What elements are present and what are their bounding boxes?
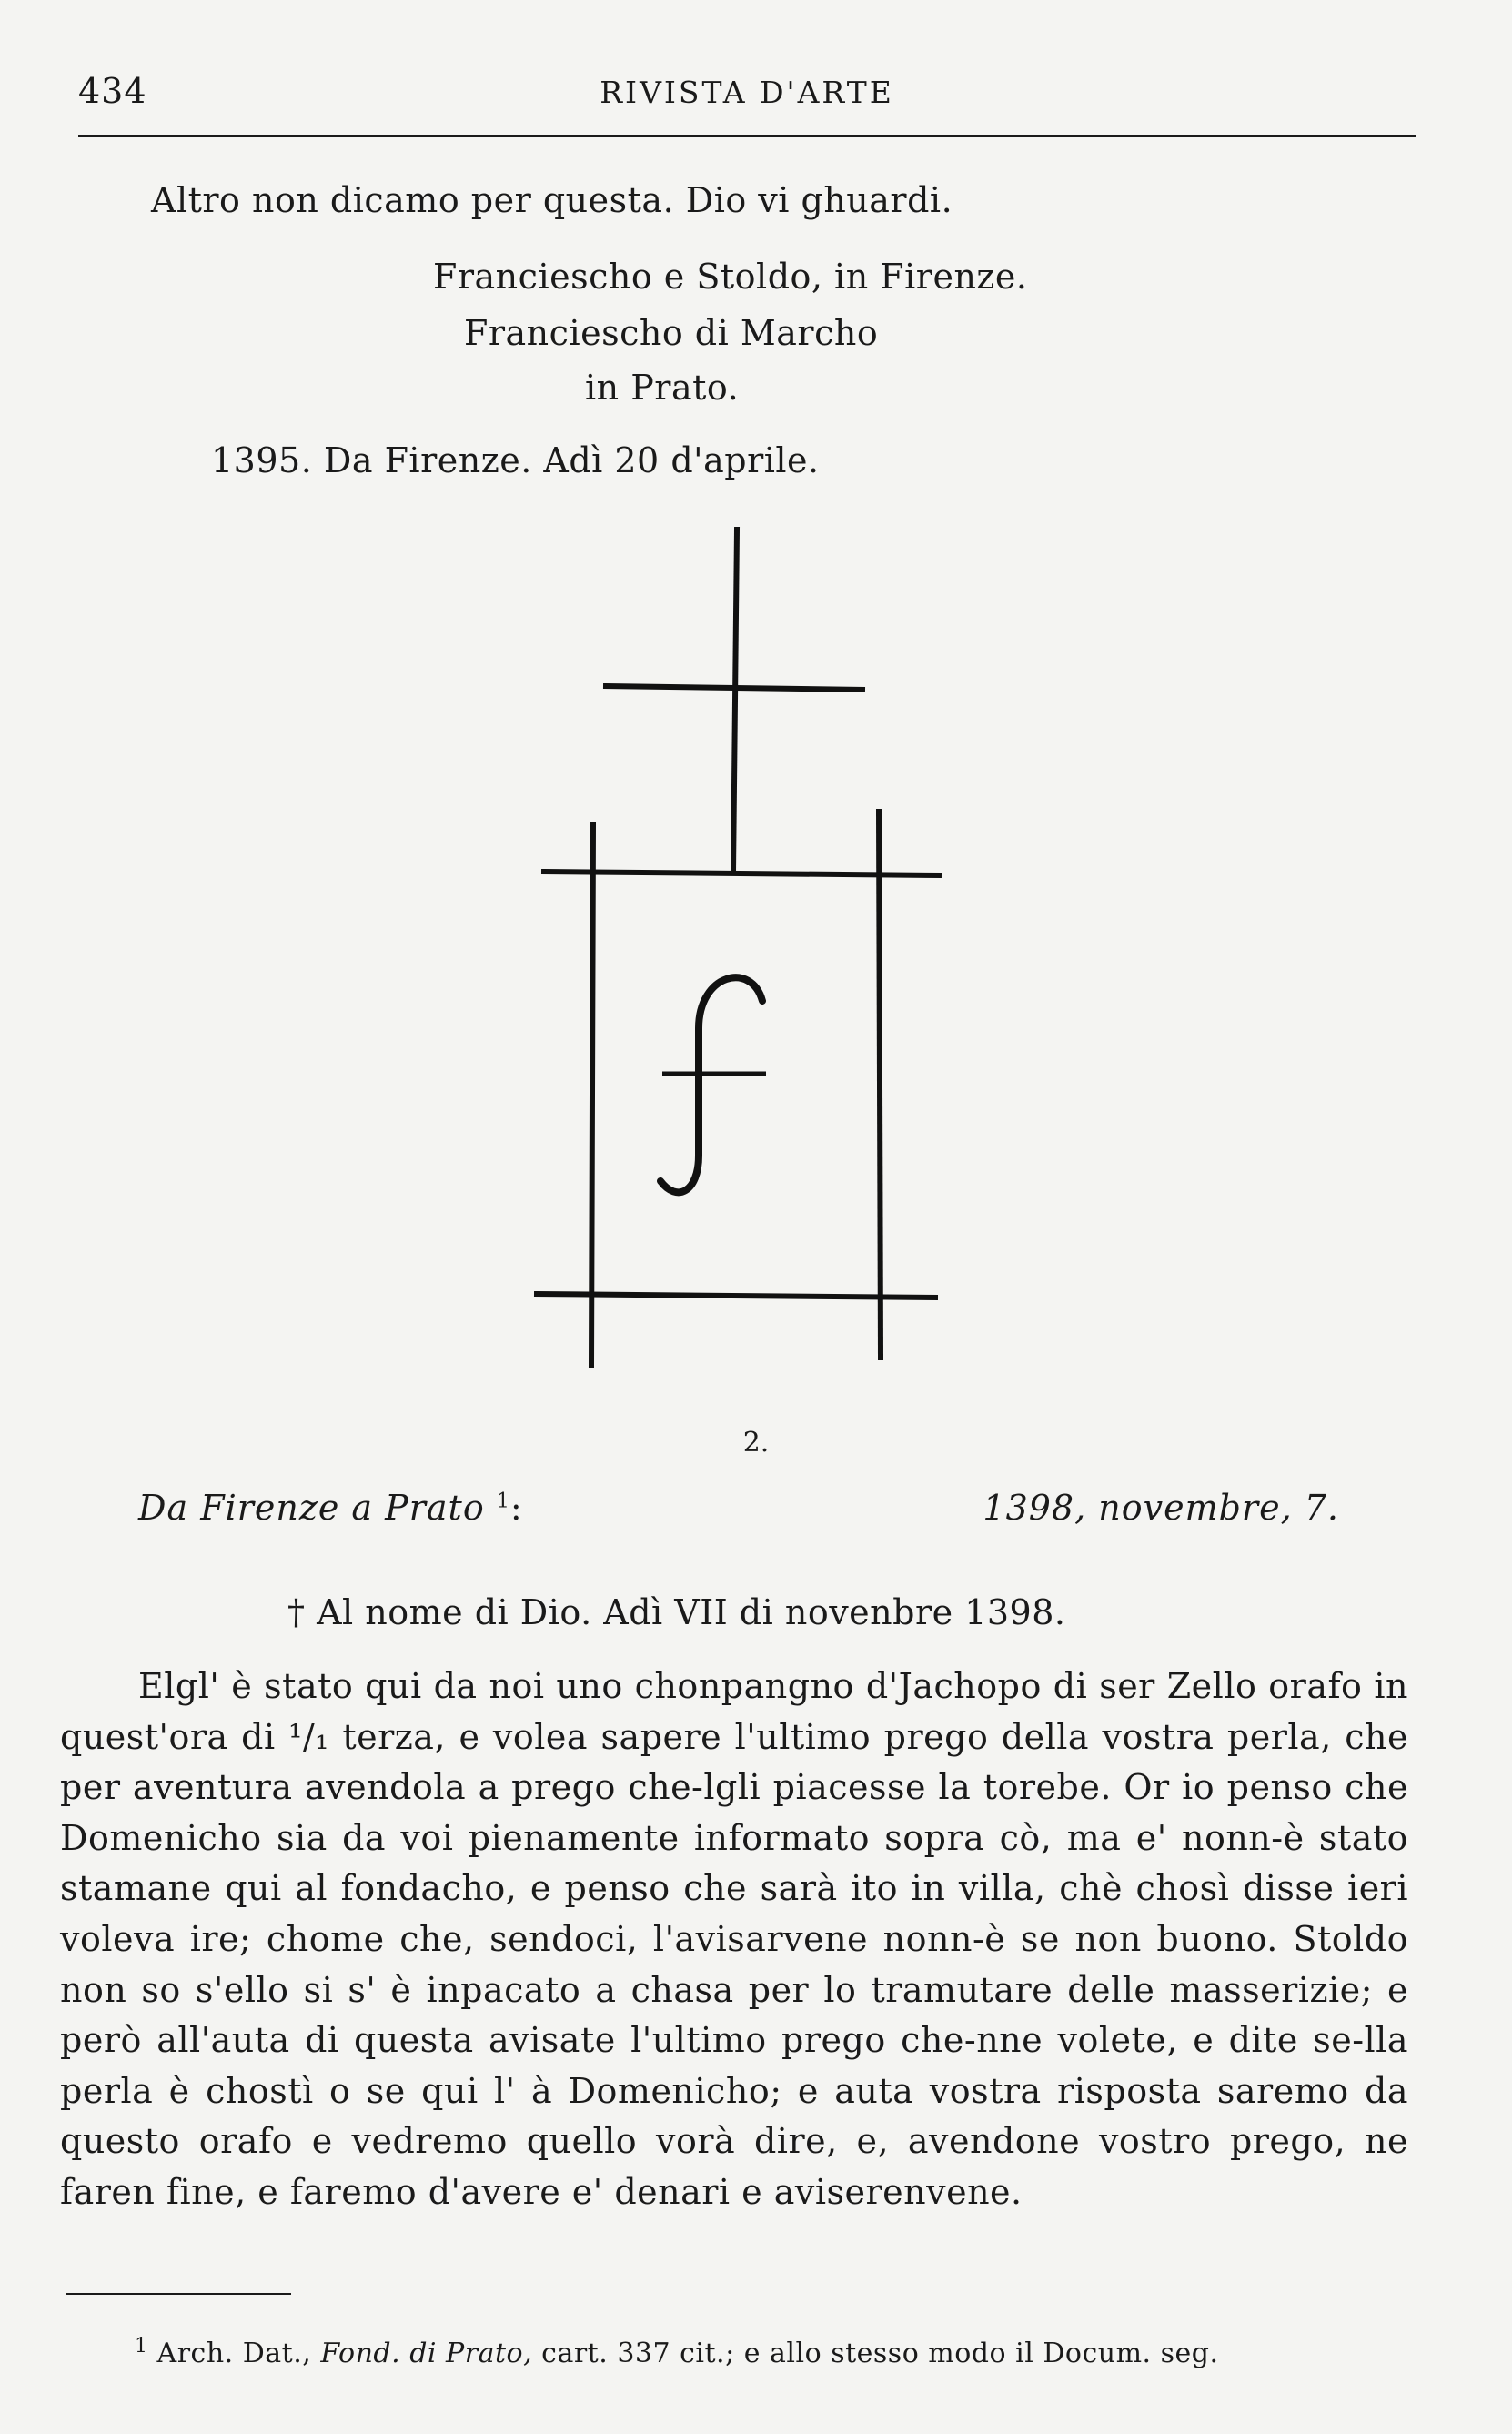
mark-bottom-bar <box>537 1294 935 1298</box>
header-rule <box>78 135 1416 137</box>
address-line-2: in Prato. <box>585 368 740 408</box>
page-number: 434 <box>78 71 147 111</box>
mark-cross-bar <box>606 686 862 690</box>
address-line-1: Franciescho di Marcho <box>464 313 879 353</box>
date-line: 1395. Da Firenze. Adì 20 d'aprile. <box>211 440 820 480</box>
mark-left-post <box>591 824 593 1365</box>
closing-line: Altro non dicamo per questa. Dio vi ghuardi. <box>151 180 953 220</box>
mark-glyph-stroke <box>660 977 762 1192</box>
footnote-text-italic: Fond. di Prato, <box>320 2338 533 2369</box>
signature-line: Franciescho e Stoldo, in Firenze. <box>433 257 1028 297</box>
merchant-mark-figure <box>528 519 946 1374</box>
mark-glyph: f <box>528 519 529 520</box>
document-heading-date: 1398, novembre, 7. <box>983 1488 1339 1528</box>
page-header <box>78 71 1416 122</box>
heading-colon: : <box>509 1488 523 1528</box>
footnote-rule <box>66 2293 291 2295</box>
figure-number: 2. <box>742 1427 770 1459</box>
letter-body <box>60 1661 1408 2218</box>
running-head: RIVISTA D'ARTE <box>600 75 894 110</box>
invocation-line: † Al nome di Dio. Adì VII di novenbre 1398. <box>287 1592 1066 1632</box>
footnote-text-a: Arch. Dat., <box>156 2338 312 2369</box>
footnote-ref: 1 <box>496 1490 510 1513</box>
mark-right-post <box>879 812 881 1358</box>
footnote <box>135 2335 1218 2369</box>
heading-place: Da Firenze a Prato <box>138 1488 485 1528</box>
footnote-text-c: cart. 337 cit.; e allo stesso modo il Docum. seg. <box>541 2338 1219 2369</box>
footnote-marker: 1 <box>135 2335 148 2358</box>
mark-cross-vertical <box>733 530 737 872</box>
document-heading-left <box>138 1488 523 1528</box>
letter-body-text: Elgl' è stato qui da noi uno chonpangno d'Jachopo di ser Zello orafo in quest'ora di ¹/₁ terza, e volea sapere l'ultimo prego della vostra perla, che per aventura avendola a prego che-lgli piacesse la torebe. Or io penso che Domenicho sia da voi pienamente informato sopra cò, ma e' nonn-è stato stamane qui al fondacho, e penso che sarà ito in villa, chè chosì disse ieri voleva ire; chome che, sendoci, l'avisarvene nonn-è se non buono. Stoldo non so s'ello si s' è inpacato a chasa per lo tramutare delle masserizie; e però all'auta di questa avisate l'ultimo prego che-nne volete, e dite se-lla perla è chostì o se qui l' à Domenicho; e auta vostra risposta saremo da questo orafo e vedremo quello vorà dire, e, avendone vostro prego, ne faren fine, e faremo d'avere e' denari e aviserenvene. <box>60 1666 1408 2212</box>
